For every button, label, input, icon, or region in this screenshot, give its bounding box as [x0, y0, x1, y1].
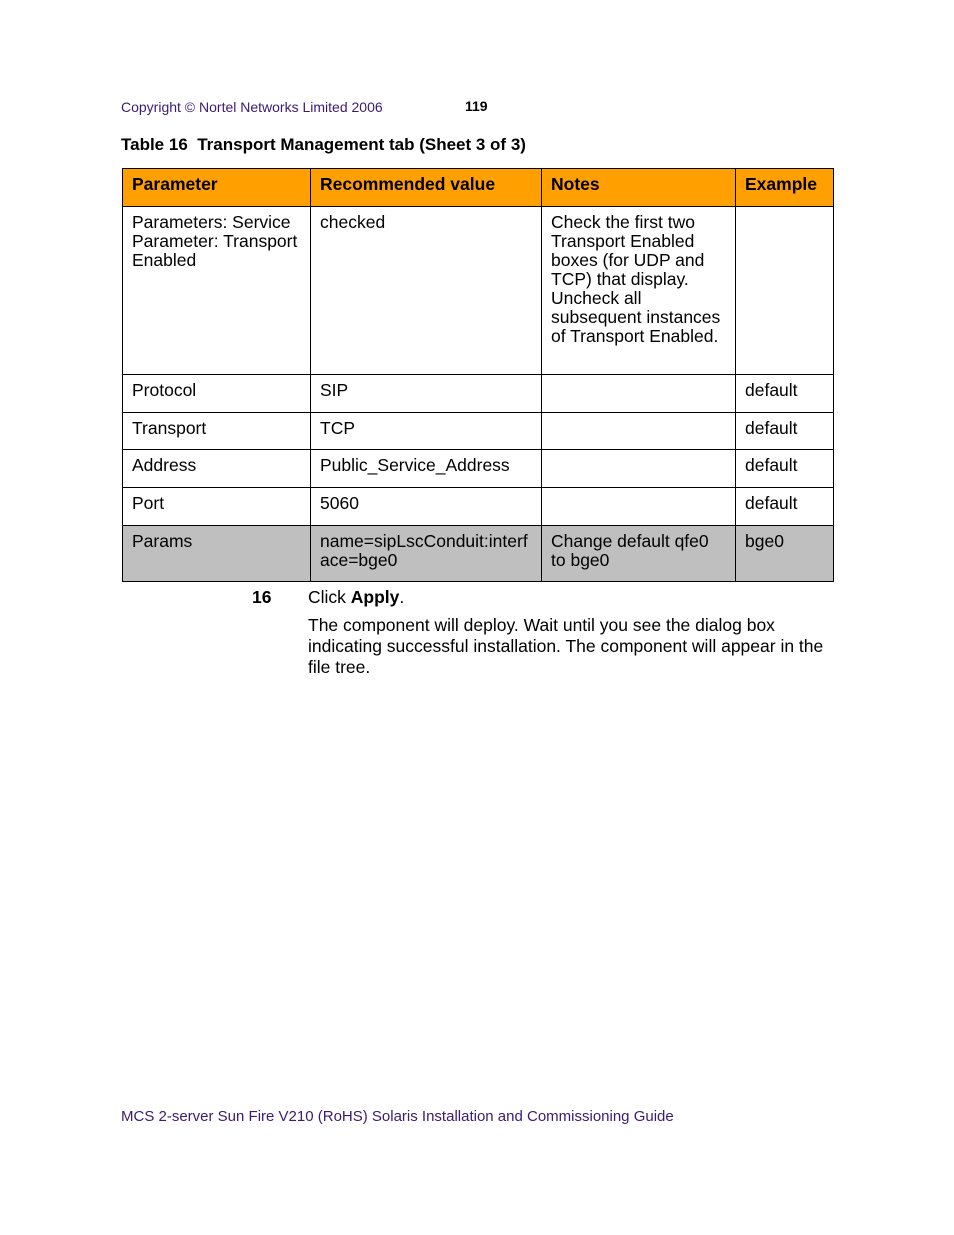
cell-notes	[542, 488, 736, 526]
table-row	[123, 488, 834, 526]
column-header-example: Example	[736, 169, 834, 207]
table-header-row	[123, 169, 834, 207]
cell-notes	[542, 450, 736, 488]
table-row	[123, 207, 834, 375]
cell-parameter: Params	[123, 526, 311, 582]
column-header-notes: Notes	[542, 169, 736, 207]
step-description: The component will deploy. Wait until you see the dialog box indicating successful installation. The component will appear in the file tree.	[308, 615, 824, 677]
step-instruction	[308, 587, 404, 608]
column-header-parameter: Parameter	[123, 169, 311, 207]
cell-notes: Change default qfe0 to bge0	[542, 526, 736, 582]
cell-recommended-value: name=sipLscConduit:interface=bge0	[311, 526, 542, 582]
cell-example: default	[736, 488, 834, 526]
cell-recommended-value: SIP	[311, 375, 542, 413]
cell-recommended-value: TCP	[311, 413, 542, 450]
cell-example: default	[736, 413, 834, 450]
cell-parameter: Address	[123, 450, 311, 488]
transport-management-table	[122, 168, 834, 582]
cell-example: default	[736, 450, 834, 488]
table-row-shaded	[123, 526, 834, 582]
cell-parameter: Parameters: Service Parameter: Transport Enabled	[123, 207, 311, 375]
cell-example: bge0	[736, 526, 834, 582]
table-row	[123, 375, 834, 413]
cell-notes	[542, 413, 736, 450]
cell-example: default	[736, 375, 834, 413]
table-row	[123, 413, 834, 450]
cell-parameter: Transport	[123, 413, 311, 450]
document-footer: MCS 2-server Sun Fire V210 (RoHS) Solaris Installation and Commissioning Guide	[121, 1108, 674, 1125]
cell-parameter: Port	[123, 488, 311, 526]
cell-parameter: Protocol	[123, 375, 311, 413]
table-caption: Table 16 Transport Management tab (Sheet 3 of 3)	[121, 135, 526, 154]
cell-notes	[542, 375, 736, 413]
step-instruction-action: Apply	[350, 587, 400, 607]
step-number: 16	[252, 587, 272, 607]
step-instruction-suffix: .	[399, 587, 405, 607]
table-row	[123, 450, 834, 488]
cell-notes: Check the first two Transport Enabled boxes (for UDP and TCP) that display. Uncheck all subsequent instances of Transport Enabled.	[542, 207, 736, 375]
cell-recommended-value: 5060	[311, 488, 542, 526]
step-instruction-prefix: Click	[308, 587, 351, 607]
page-number: 119	[465, 98, 488, 114]
cell-recommended-value: Public_Service_Address	[311, 450, 542, 488]
copyright-notice: Copyright © Nortel Networks Limited 2006	[121, 99, 383, 115]
column-header-recommended-value: Recommended value	[311, 169, 542, 207]
cell-example	[736, 207, 834, 375]
cell-recommended-value: checked	[311, 207, 542, 375]
